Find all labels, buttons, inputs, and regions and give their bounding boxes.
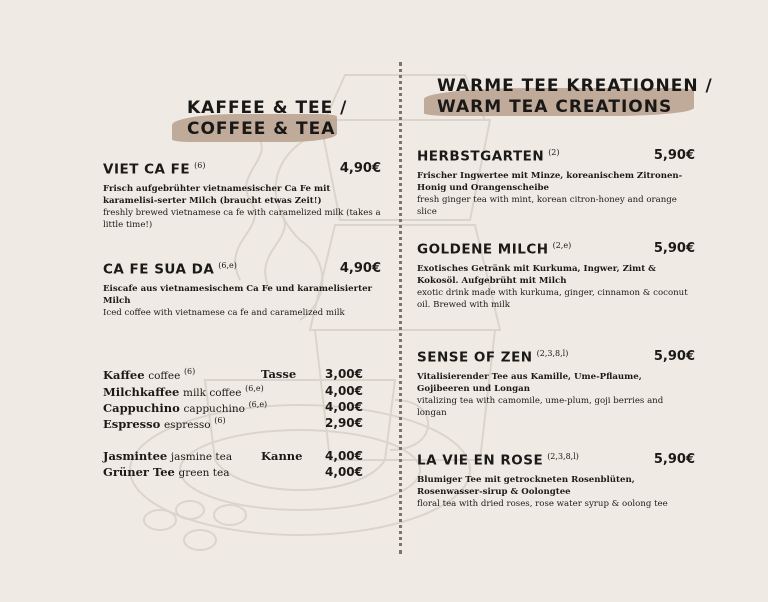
item-title: VIET CA FE $^{(6)}$ <box>103 161 206 178</box>
menu-item-viet-ca-fe <box>103 161 381 231</box>
item-desc-de: Frischer Ingwertee mit Minze, koreanischem Zitronen-Honig und Orangenscheibe <box>417 170 683 193</box>
item-title: LA VIE EN ROSE $^{(2,3,8,l)}$ <box>417 452 579 469</box>
item-price: 4,90€ <box>339 161 381 176</box>
heading-line-2: COFFEE & TEA <box>187 119 336 139</box>
item-title: CA FE SUA DA $^{(6,e)}$ <box>103 261 237 278</box>
item-price: 5,90€ <box>653 349 695 364</box>
menu-item-la-vie-en-rose <box>417 452 695 510</box>
heading-line-2: WARM TEA CREATIONS <box>437 97 673 117</box>
item-desc-en: vitalizing tea with camomile, ume-plum, goji berries and longan <box>417 395 664 418</box>
column-divider <box>399 62 402 554</box>
item-price: 4,90€ <box>339 261 381 276</box>
tea-row-gruener-tee: Grüner Tee green tea 4,00€ <box>103 465 363 479</box>
heading-line-1: KAFFEE & TEE / <box>187 98 348 118</box>
item-desc-en: fresh ginger tea with mint, korean citron-honey and orange slice <box>417 194 677 217</box>
item-desc-de: Frisch aufgebrühter vietnamesischer Ca Fe mit karamelisi-serter Milch (braucht etwas Zeit!) <box>103 183 331 206</box>
drink-row-kaffee: Kaffee coffee $^{(6)}$ Tasse 3,00€ <box>103 367 363 382</box>
item-title: GOLDENE MILCH $^{(2,e)}$ <box>417 241 572 258</box>
item-desc-en: Iced coffee with vietnamese ca fe and caramelized milk <box>103 307 345 318</box>
drink-row-milchkaffee: Milchkaffee milk coffee $^{(6,e)}$ 4,00€ <box>103 384 363 399</box>
heading-line-1: WARME TEE KREATIONEN / <box>437 76 713 96</box>
drink-row-cappuchino: Cappuchino cappuchino $^{(6,e)}$ 4,00€ <box>103 400 363 415</box>
item-desc-de: Blumiger Tee mit getrockneten Rosenblüten, Rosenwasser-sirup & Oolongtee <box>417 474 635 497</box>
heading-warm-tea <box>437 76 713 118</box>
menu-item-herbstgarten <box>417 148 695 218</box>
item-desc-en: freshly brewed vietnamese ca fe with caramelized milk (takes a little time!) <box>103 207 381 230</box>
heading-coffee-tea <box>187 98 347 140</box>
menu-item-sense-of-zen <box>417 349 695 419</box>
item-desc-de: Vitalisierender Tee aus Kamille, Ume-Pflaume, Gojibeeren und Longan <box>417 371 642 394</box>
item-title: HERBSTGARTEN $^{(2)}$ <box>417 148 560 165</box>
item-price: 5,90€ <box>653 452 695 467</box>
tea-row-jasmintee: Jasmintee jasmine tea Kanne 4,00€ <box>103 449 363 463</box>
item-desc-de: Exotisches Getränk mit Kurkuma, Ingwer, Zimt & Kokosöl. Aufgebrüht mit Milch <box>417 263 656 286</box>
item-price: 5,90€ <box>653 241 695 256</box>
item-title: SENSE OF ZEN $^{(2,3,8,l)}$ <box>417 349 569 366</box>
item-desc-en: exotic drink made with kurkuma, ginger, cinnamon & coconut oil. Brewed with milk <box>417 287 688 310</box>
item-price: 5,90€ <box>653 148 695 163</box>
menu-item-ca-fe-sua-da <box>103 261 381 319</box>
menu-item-goldene-milch <box>417 241 695 311</box>
drink-row-espresso: Espresso espresso $^{(6)}$ 2,90€ <box>103 416 363 431</box>
item-desc-de: Eiscafe aus vietnamesischem Ca Fe und karamelisierter Milch <box>103 283 373 306</box>
item-desc-en: floral tea with dried roses, rose water syrup & oolong tee <box>417 498 668 509</box>
